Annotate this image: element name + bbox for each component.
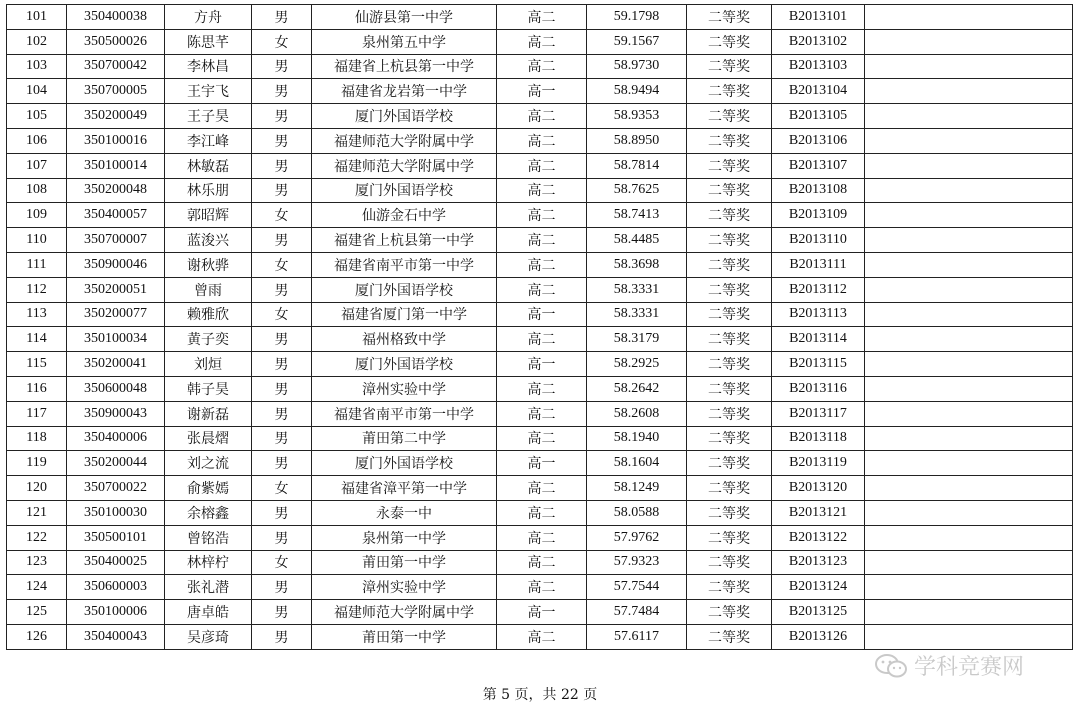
rank-cell: 122 [7, 525, 67, 550]
score-cell: 58.0588 [587, 500, 687, 525]
id-cell: 350100006 [67, 600, 165, 625]
rank-cell: 114 [7, 327, 67, 352]
grade-cell: 高二 [497, 252, 587, 277]
grade-cell: 高二 [497, 376, 587, 401]
school-cell: 厦门外国语学校 [312, 178, 497, 203]
note-cell [865, 29, 1073, 54]
note-cell [865, 500, 1073, 525]
school-cell: 福建省漳平第一中学 [312, 476, 497, 501]
prize-cell: 二等奖 [687, 600, 772, 625]
grade-cell: 高一 [497, 352, 587, 377]
note-cell [865, 128, 1073, 153]
gender-cell: 男 [252, 327, 312, 352]
cert-cell: B2013116 [772, 376, 865, 401]
name-cell: 韩子昊 [165, 376, 252, 401]
id-cell: 350200044 [67, 451, 165, 476]
gender-cell: 男 [252, 575, 312, 600]
name-cell: 张晨熠 [165, 426, 252, 451]
school-cell: 福建省上杭县第一中学 [312, 54, 497, 79]
name-cell: 谢秋骅 [165, 252, 252, 277]
grade-cell: 高二 [497, 178, 587, 203]
id-cell: 350100016 [67, 128, 165, 153]
school-cell: 泉州第五中学 [312, 29, 497, 54]
note-cell [865, 252, 1073, 277]
gender-cell: 男 [252, 352, 312, 377]
gender-cell: 男 [252, 178, 312, 203]
cert-cell: B2013107 [772, 153, 865, 178]
cert-cell: B2013120 [772, 476, 865, 501]
prize-cell: 二等奖 [687, 550, 772, 575]
rank-cell: 118 [7, 426, 67, 451]
note-cell [865, 352, 1073, 377]
id-cell: 350400043 [67, 624, 165, 649]
table-row [7, 500, 1073, 525]
score-cell: 59.1567 [587, 29, 687, 54]
gender-cell: 男 [252, 624, 312, 649]
table-row [7, 550, 1073, 575]
school-cell: 福建省南平市第一中学 [312, 252, 497, 277]
table-row [7, 178, 1073, 203]
name-cell: 林梓柠 [165, 550, 252, 575]
id-cell: 350200048 [67, 178, 165, 203]
grade-cell: 高二 [497, 401, 587, 426]
gender-cell: 女 [252, 550, 312, 575]
note-cell [865, 54, 1073, 79]
prize-cell: 二等奖 [687, 426, 772, 451]
note-cell [865, 104, 1073, 129]
table-row [7, 575, 1073, 600]
school-cell: 福建省龙岩第一中学 [312, 79, 497, 104]
table-row [7, 327, 1073, 352]
school-cell: 福州格致中学 [312, 327, 497, 352]
name-cell: 俞紫嫣 [165, 476, 252, 501]
gender-cell: 男 [252, 5, 312, 30]
gender-cell: 女 [252, 476, 312, 501]
id-cell: 350400006 [67, 426, 165, 451]
score-cell: 58.1940 [587, 426, 687, 451]
note-cell [865, 451, 1073, 476]
gender-cell: 男 [252, 451, 312, 476]
cert-cell: B2013104 [772, 79, 865, 104]
prize-cell: 二等奖 [687, 277, 772, 302]
rank-cell: 119 [7, 451, 67, 476]
prize-cell: 二等奖 [687, 128, 772, 153]
note-cell [865, 228, 1073, 253]
prize-cell: 二等奖 [687, 178, 772, 203]
prize-cell: 二等奖 [687, 327, 772, 352]
name-cell: 张礼潜 [165, 575, 252, 600]
cert-cell: B2013122 [772, 525, 865, 550]
table-row [7, 401, 1073, 426]
gender-cell: 男 [252, 54, 312, 79]
name-cell: 李江峰 [165, 128, 252, 153]
score-cell: 59.1798 [587, 5, 687, 30]
score-cell: 58.9353 [587, 104, 687, 129]
score-cell: 58.8950 [587, 128, 687, 153]
school-cell: 福建省厦门第一中学 [312, 302, 497, 327]
note-cell [865, 327, 1073, 352]
cert-cell: B2013108 [772, 178, 865, 203]
grade-cell: 高二 [497, 525, 587, 550]
gender-cell: 男 [252, 128, 312, 153]
note-cell [865, 277, 1073, 302]
school-cell: 福建师范大学附属中学 [312, 153, 497, 178]
grade-cell: 高二 [497, 327, 587, 352]
prize-cell: 二等奖 [687, 104, 772, 129]
cert-cell: B2013102 [772, 29, 865, 54]
score-cell: 58.2925 [587, 352, 687, 377]
cert-cell: B2013121 [772, 500, 865, 525]
cert-cell: B2013113 [772, 302, 865, 327]
id-cell: 350400025 [67, 550, 165, 575]
wechat-icon [874, 653, 908, 679]
cert-cell: B2013111 [772, 252, 865, 277]
gender-cell: 女 [252, 29, 312, 54]
name-cell: 赖雅欣 [165, 302, 252, 327]
rank-cell: 125 [7, 600, 67, 625]
id-cell: 350100030 [67, 500, 165, 525]
name-cell: 陈思芊 [165, 29, 252, 54]
prize-cell: 二等奖 [687, 5, 772, 30]
id-cell: 350900046 [67, 252, 165, 277]
table-row [7, 5, 1073, 30]
rank-cell: 104 [7, 79, 67, 104]
gender-cell: 女 [252, 302, 312, 327]
note-cell [865, 401, 1073, 426]
table-row [7, 153, 1073, 178]
score-cell: 58.3179 [587, 327, 687, 352]
id-cell: 350200077 [67, 302, 165, 327]
name-cell: 黄子奕 [165, 327, 252, 352]
table-row [7, 277, 1073, 302]
prize-cell: 二等奖 [687, 401, 772, 426]
score-cell: 57.6117 [587, 624, 687, 649]
id-cell: 350200041 [67, 352, 165, 377]
note-cell [865, 302, 1073, 327]
rank-cell: 108 [7, 178, 67, 203]
school-cell: 泉州第一中学 [312, 525, 497, 550]
name-cell: 曾雨 [165, 277, 252, 302]
prize-cell: 二等奖 [687, 476, 772, 501]
grade-cell: 高一 [497, 451, 587, 476]
gender-cell: 男 [252, 376, 312, 401]
school-cell: 福建师范大学附属中学 [312, 128, 497, 153]
grade-cell: 高二 [497, 104, 587, 129]
score-cell: 57.9323 [587, 550, 687, 575]
table-row [7, 426, 1073, 451]
name-cell: 李林昌 [165, 54, 252, 79]
table-row [7, 54, 1073, 79]
cert-cell: B2013105 [772, 104, 865, 129]
school-cell: 莆田第二中学 [312, 426, 497, 451]
rank-cell: 102 [7, 29, 67, 54]
rank-cell: 115 [7, 352, 67, 377]
name-cell: 蓝浚兴 [165, 228, 252, 253]
id-cell: 350600003 [67, 575, 165, 600]
score-cell: 58.7814 [587, 153, 687, 178]
rank-cell: 123 [7, 550, 67, 575]
table-row [7, 476, 1073, 501]
name-cell: 唐卓皓 [165, 600, 252, 625]
cert-cell: B2013110 [772, 228, 865, 253]
table-row [7, 203, 1073, 228]
id-cell: 350600048 [67, 376, 165, 401]
watermark [874, 650, 1024, 681]
prize-cell: 二等奖 [687, 624, 772, 649]
cert-cell: B2013112 [772, 277, 865, 302]
gender-cell: 男 [252, 104, 312, 129]
table-row [7, 352, 1073, 377]
grade-cell: 高二 [497, 29, 587, 54]
note-cell [865, 624, 1073, 649]
grade-cell: 高二 [497, 128, 587, 153]
cert-cell: B2013109 [772, 203, 865, 228]
cert-cell: B2013119 [772, 451, 865, 476]
name-cell: 吴彦琦 [165, 624, 252, 649]
grade-cell: 高二 [497, 575, 587, 600]
note-cell [865, 476, 1073, 501]
table-row [7, 451, 1073, 476]
prize-cell: 二等奖 [687, 376, 772, 401]
score-cell: 58.9494 [587, 79, 687, 104]
id-cell: 350400038 [67, 5, 165, 30]
rank-cell: 103 [7, 54, 67, 79]
rank-cell: 106 [7, 128, 67, 153]
id-cell: 350200049 [67, 104, 165, 129]
name-cell: 郭昭辉 [165, 203, 252, 228]
note-cell [865, 79, 1073, 104]
note-cell [865, 203, 1073, 228]
gender-cell: 男 [252, 525, 312, 550]
table-row [7, 600, 1073, 625]
id-cell: 350100014 [67, 153, 165, 178]
id-cell: 350500026 [67, 29, 165, 54]
score-cell: 58.3331 [587, 277, 687, 302]
note-cell [865, 600, 1073, 625]
gender-cell: 男 [252, 79, 312, 104]
table-row [7, 302, 1073, 327]
grade-cell: 高一 [497, 79, 587, 104]
gender-cell: 男 [252, 153, 312, 178]
score-cell: 58.9730 [587, 54, 687, 79]
cert-cell: B2013125 [772, 600, 865, 625]
rank-cell: 116 [7, 376, 67, 401]
name-cell: 余榕鑫 [165, 500, 252, 525]
grade-cell: 高二 [497, 476, 587, 501]
name-cell: 方舟 [165, 5, 252, 30]
table-row [7, 104, 1073, 129]
id-cell: 350700022 [67, 476, 165, 501]
prize-cell: 二等奖 [687, 451, 772, 476]
rank-cell: 105 [7, 104, 67, 129]
gender-cell: 女 [252, 252, 312, 277]
prize-cell: 二等奖 [687, 228, 772, 253]
note-cell [865, 550, 1073, 575]
gender-cell: 女 [252, 203, 312, 228]
note-cell [865, 525, 1073, 550]
name-cell: 王子昊 [165, 104, 252, 129]
prize-cell: 二等奖 [687, 525, 772, 550]
school-cell: 福建师范大学附属中学 [312, 600, 497, 625]
score-cell: 58.1604 [587, 451, 687, 476]
name-cell: 曾铭浩 [165, 525, 252, 550]
note-cell [865, 575, 1073, 600]
grade-cell: 高二 [497, 277, 587, 302]
rank-cell: 109 [7, 203, 67, 228]
watermark-text: 学科竞赛网 [914, 655, 1025, 680]
table-row [7, 79, 1073, 104]
gender-cell: 男 [252, 401, 312, 426]
cert-cell: B2013101 [772, 5, 865, 30]
rank-cell: 111 [7, 252, 67, 277]
prize-cell: 二等奖 [687, 203, 772, 228]
grade-cell: 高一 [497, 302, 587, 327]
score-cell: 58.3331 [587, 302, 687, 327]
score-cell: 57.7484 [587, 600, 687, 625]
name-cell: 王宇飞 [165, 79, 252, 104]
school-cell: 福建省上杭县第一中学 [312, 228, 497, 253]
score-cell: 58.4485 [587, 228, 687, 253]
school-cell: 漳州实验中学 [312, 376, 497, 401]
school-cell: 厦门外国语学校 [312, 352, 497, 377]
prize-cell: 二等奖 [687, 302, 772, 327]
grade-cell: 高二 [497, 624, 587, 649]
page-footer: 第 5 页，共 22 页 [482, 687, 598, 703]
table-row [7, 525, 1073, 550]
score-cell: 57.9762 [587, 525, 687, 550]
note-cell [865, 153, 1073, 178]
name-cell: 刘之流 [165, 451, 252, 476]
rank-cell: 101 [7, 5, 67, 30]
prize-cell: 二等奖 [687, 54, 772, 79]
school-cell: 仙游县第一中学 [312, 5, 497, 30]
score-cell: 58.7625 [587, 178, 687, 203]
prize-cell: 二等奖 [687, 79, 772, 104]
school-cell: 永泰一中 [312, 500, 497, 525]
cert-cell: B2013114 [772, 327, 865, 352]
table-row [7, 624, 1073, 649]
cert-cell: B2013117 [772, 401, 865, 426]
score-cell: 58.1249 [587, 476, 687, 501]
id-cell: 350200051 [67, 277, 165, 302]
grade-cell: 高二 [497, 500, 587, 525]
rank-cell: 112 [7, 277, 67, 302]
note-cell [865, 178, 1073, 203]
table-row [7, 29, 1073, 54]
id-cell: 350400057 [67, 203, 165, 228]
school-cell: 莆田第一中学 [312, 550, 497, 575]
grade-cell: 高二 [497, 228, 587, 253]
rank-cell: 124 [7, 575, 67, 600]
table-row [7, 128, 1073, 153]
cert-cell: B2013124 [772, 575, 865, 600]
score-cell: 58.2642 [587, 376, 687, 401]
grade-cell: 高二 [497, 153, 587, 178]
gender-cell: 男 [252, 600, 312, 625]
id-cell: 350500101 [67, 525, 165, 550]
gender-cell: 男 [252, 228, 312, 253]
score-cell: 58.2608 [587, 401, 687, 426]
grade-cell: 高二 [497, 5, 587, 30]
table-row [7, 376, 1073, 401]
rank-cell: 117 [7, 401, 67, 426]
name-cell: 谢新磊 [165, 401, 252, 426]
name-cell: 林敏磊 [165, 153, 252, 178]
id-cell: 350700007 [67, 228, 165, 253]
school-cell: 漳州实验中学 [312, 575, 497, 600]
rank-cell: 110 [7, 228, 67, 253]
id-cell: 350700042 [67, 54, 165, 79]
school-cell: 福建省南平市第一中学 [312, 401, 497, 426]
school-cell: 厦门外国语学校 [312, 451, 497, 476]
cert-cell: B2013123 [772, 550, 865, 575]
school-cell: 厦门外国语学校 [312, 277, 497, 302]
grade-cell: 高二 [497, 426, 587, 451]
prize-cell: 二等奖 [687, 29, 772, 54]
grade-cell: 高二 [497, 203, 587, 228]
grade-cell: 高一 [497, 600, 587, 625]
cert-cell: B2013106 [772, 128, 865, 153]
prize-cell: 二等奖 [687, 153, 772, 178]
name-cell: 刘烜 [165, 352, 252, 377]
prize-cell: 二等奖 [687, 252, 772, 277]
prize-cell: 二等奖 [687, 575, 772, 600]
score-cell: 58.7413 [587, 203, 687, 228]
table-row [7, 252, 1073, 277]
note-cell [865, 5, 1073, 30]
id-cell: 350700005 [67, 79, 165, 104]
score-cell: 57.7544 [587, 575, 687, 600]
gender-cell: 男 [252, 277, 312, 302]
prize-cell: 二等奖 [687, 352, 772, 377]
cert-cell: B2013118 [772, 426, 865, 451]
prize-cell: 二等奖 [687, 500, 772, 525]
cert-cell: B2013115 [772, 352, 865, 377]
school-cell: 莆田第一中学 [312, 624, 497, 649]
grade-cell: 高二 [497, 550, 587, 575]
rank-cell: 120 [7, 476, 67, 501]
name-cell: 林乐朋 [165, 178, 252, 203]
id-cell: 350100034 [67, 327, 165, 352]
gender-cell: 男 [252, 500, 312, 525]
note-cell [865, 426, 1073, 451]
score-cell: 58.3698 [587, 252, 687, 277]
cert-cell: B2013103 [772, 54, 865, 79]
note-cell [865, 376, 1073, 401]
table-row [7, 228, 1073, 253]
rank-cell: 126 [7, 624, 67, 649]
rank-cell: 113 [7, 302, 67, 327]
rank-cell: 121 [7, 500, 67, 525]
cert-cell: B2013126 [772, 624, 865, 649]
grade-cell: 高二 [497, 54, 587, 79]
id-cell: 350900043 [67, 401, 165, 426]
rank-cell: 107 [7, 153, 67, 178]
school-cell: 厦门外国语学校 [312, 104, 497, 129]
award-table [6, 4, 1073, 650]
school-cell: 仙游金石中学 [312, 203, 497, 228]
gender-cell: 男 [252, 426, 312, 451]
